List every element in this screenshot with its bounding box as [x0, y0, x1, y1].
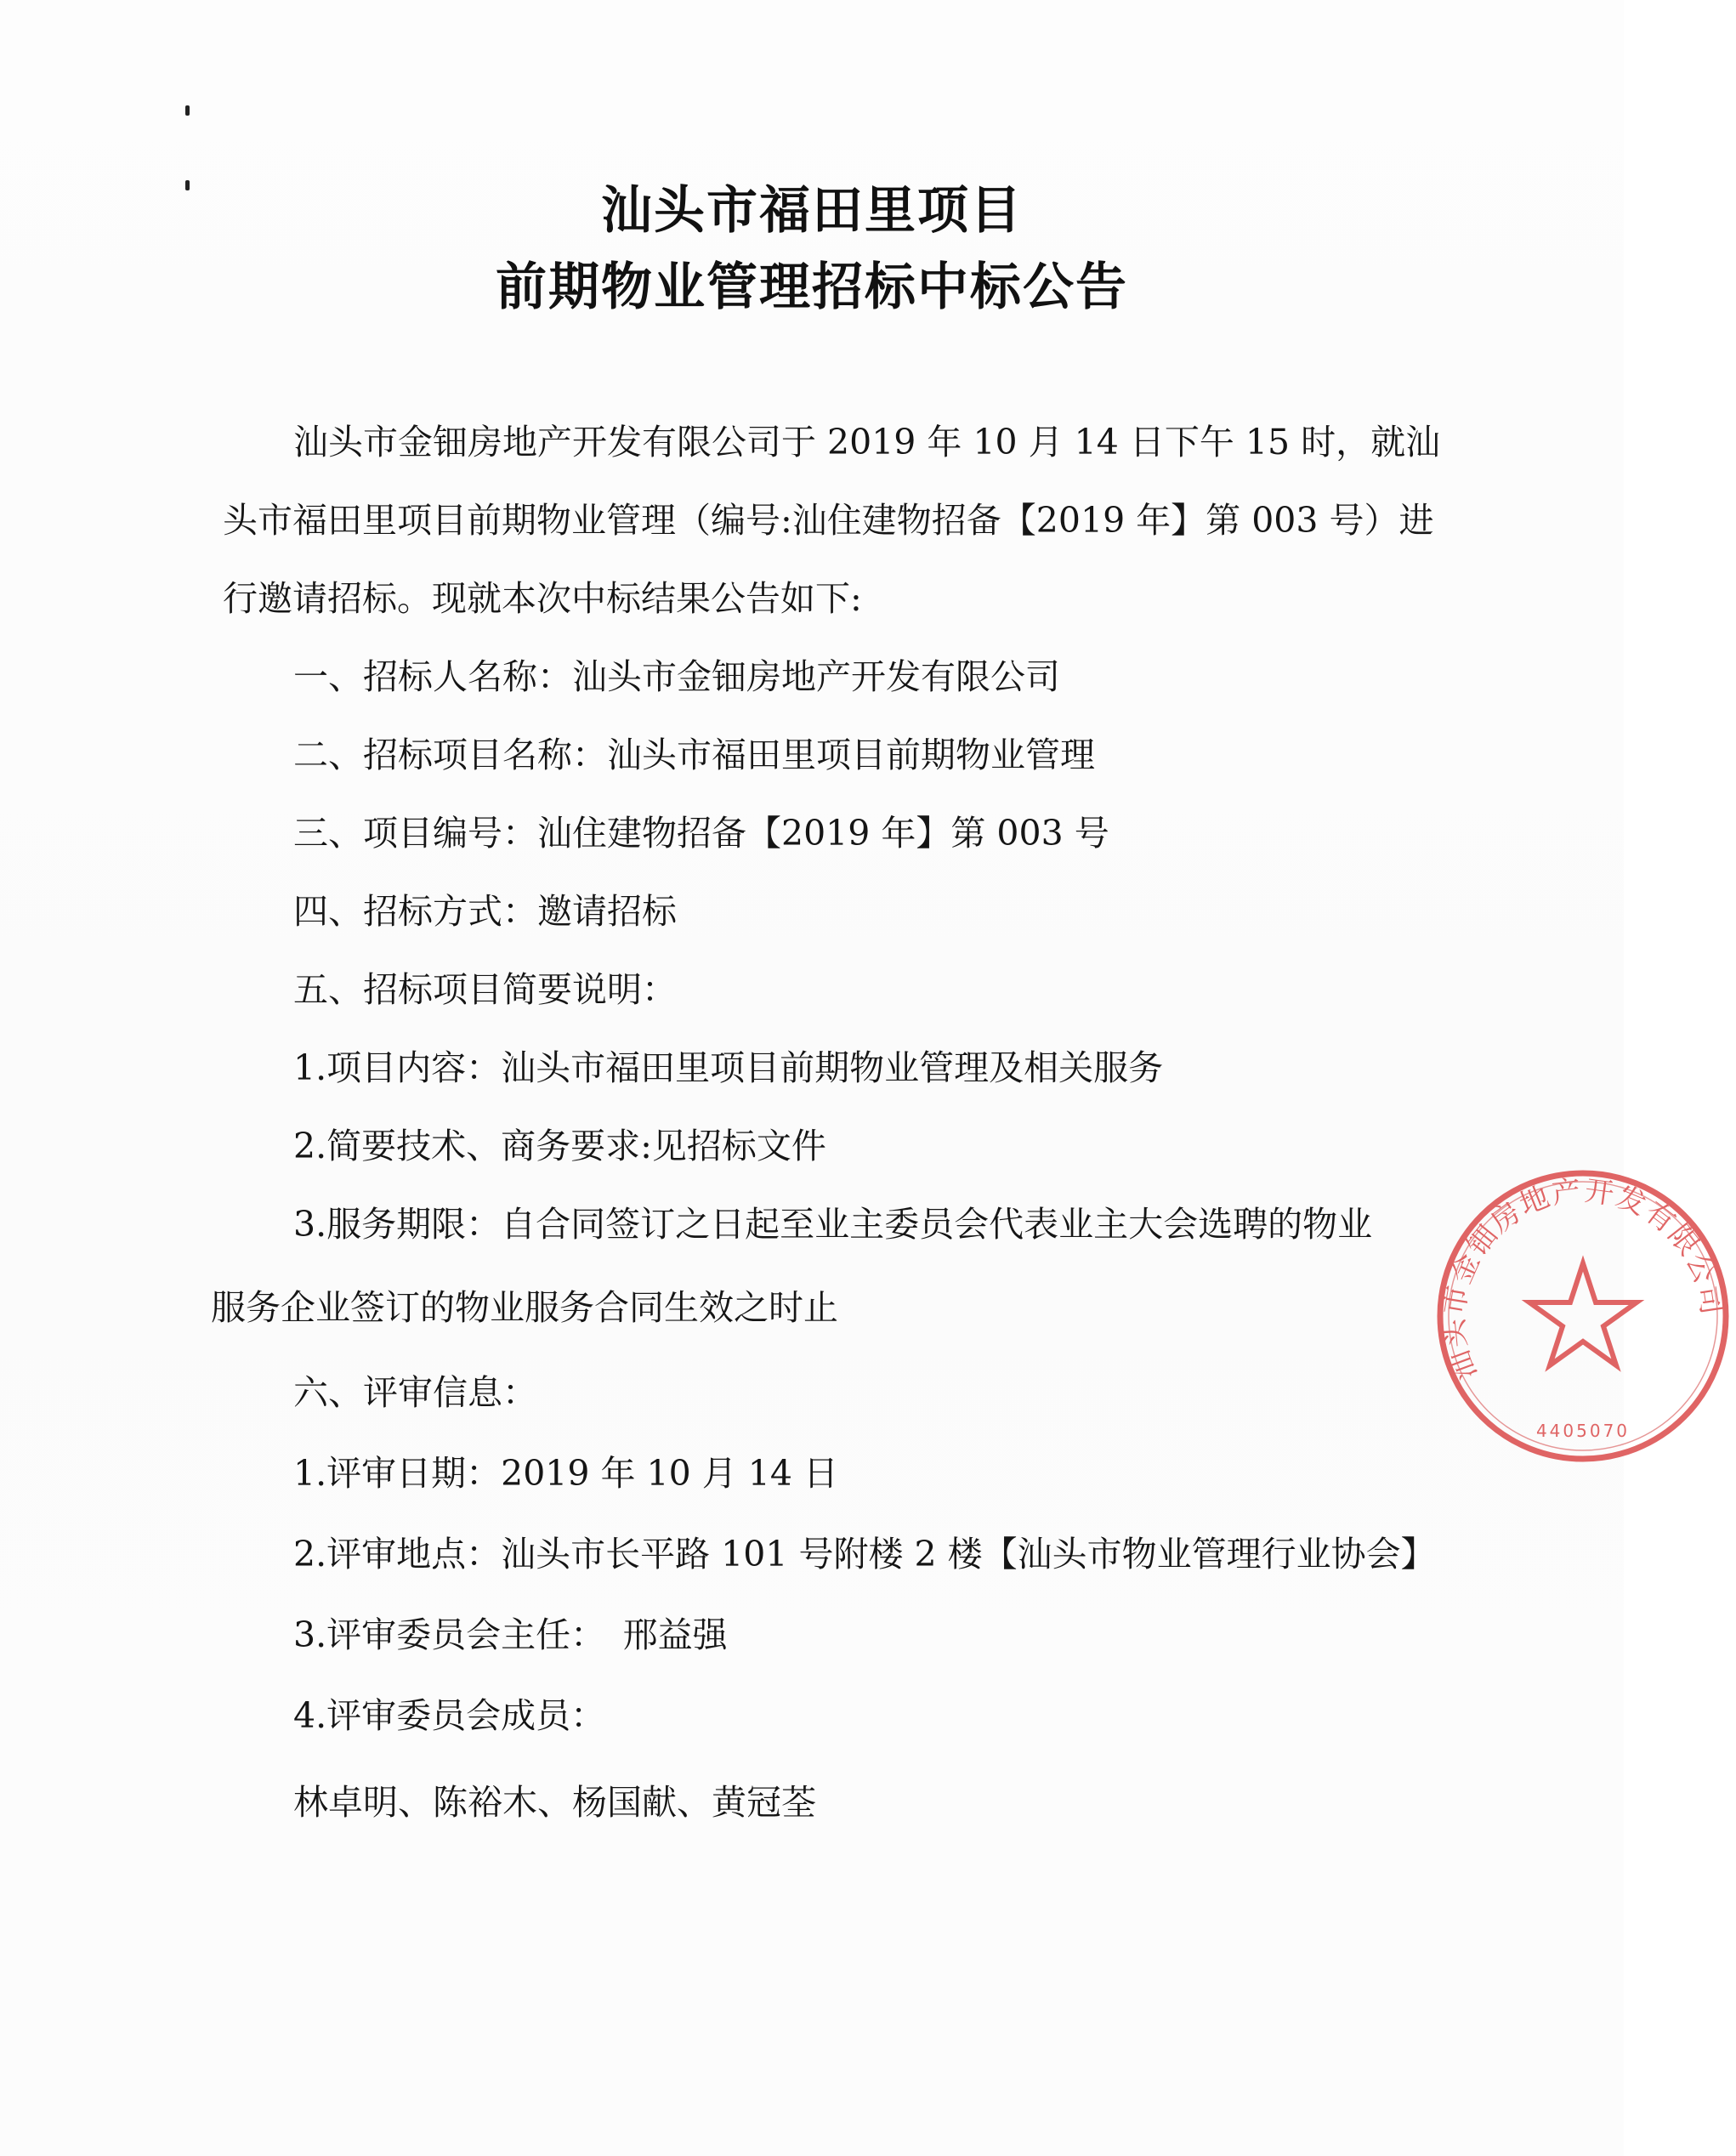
item-project-number: 三、项目编号：汕住建物招备【2019 年】第 003 号 — [293, 813, 1109, 854]
seal-text: 汕头市金钿房地产开发有限公司 — [1437, 1173, 1729, 1385]
intro-line-1: 汕头市金钿房地产开发有限公司于 2019 年 10 月 14 日下午 15 时，就汕 — [293, 422, 1441, 462]
item-tender-method: 四、招标方式：邀请招标 — [293, 891, 677, 932]
intro-line-3: 行邀请招标。现就本次中标结果公告如下: — [223, 578, 862, 619]
binding-hole-mark — [185, 105, 190, 116]
item-review-chair: 3.评审委员会主任： 邢益强 — [293, 1614, 728, 1655]
item-service-term-line2: 服务企业签订的物业服务合同生效之时止 — [211, 1287, 838, 1328]
item-tenderer-name: 一、招标人名称：汕头市金钿房地产开发有限公司 — [293, 656, 1060, 697]
doc-title-line1: 汕头市福田里项目 — [601, 181, 1023, 241]
item-review-members-label: 4.评审委员会成员： — [293, 1695, 606, 1736]
seal-number: 4405070 — [1535, 1421, 1631, 1441]
item-project-content: 1.项目内容：汕头市福田里项目前期物业管理及相关服务 — [293, 1047, 1164, 1088]
item-service-term-line1: 3.服务期限：自合同签订之日起至业主委员会代表业主大会选聘的物业 — [293, 1204, 1373, 1245]
doc-title-line2: 前期物业管理招标中标公告 — [496, 258, 1128, 317]
review-members-list: 林卓明、陈裕木、杨国献、黄冠荃 — [293, 1782, 816, 1823]
item-project-brief: 五、招标项目简要说明： — [293, 969, 677, 1010]
seal-star-icon — [1529, 1263, 1637, 1365]
company-seal-stamp — [1430, 1163, 1736, 1469]
item-review-date: 1.评审日期：2019 年 10 月 14 日 — [293, 1453, 838, 1494]
intro-line-2: 头市福田里项目前期物业管理（编号:汕住建物招备【2019 年】第 003 号）进 — [223, 500, 1434, 541]
item-review-info: 六、评审信息： — [293, 1372, 537, 1413]
item-project-name: 二、招标项目名称：汕头市福田里项目前期物业管理 — [293, 735, 1095, 775]
item-requirements: 2.简要技术、商务要求:见招标文件 — [293, 1126, 826, 1166]
item-review-location: 2.评审地点：汕头市长平路 101 号附楼 2 楼【汕头市物业管理行业协会】 — [293, 1534, 1436, 1574]
